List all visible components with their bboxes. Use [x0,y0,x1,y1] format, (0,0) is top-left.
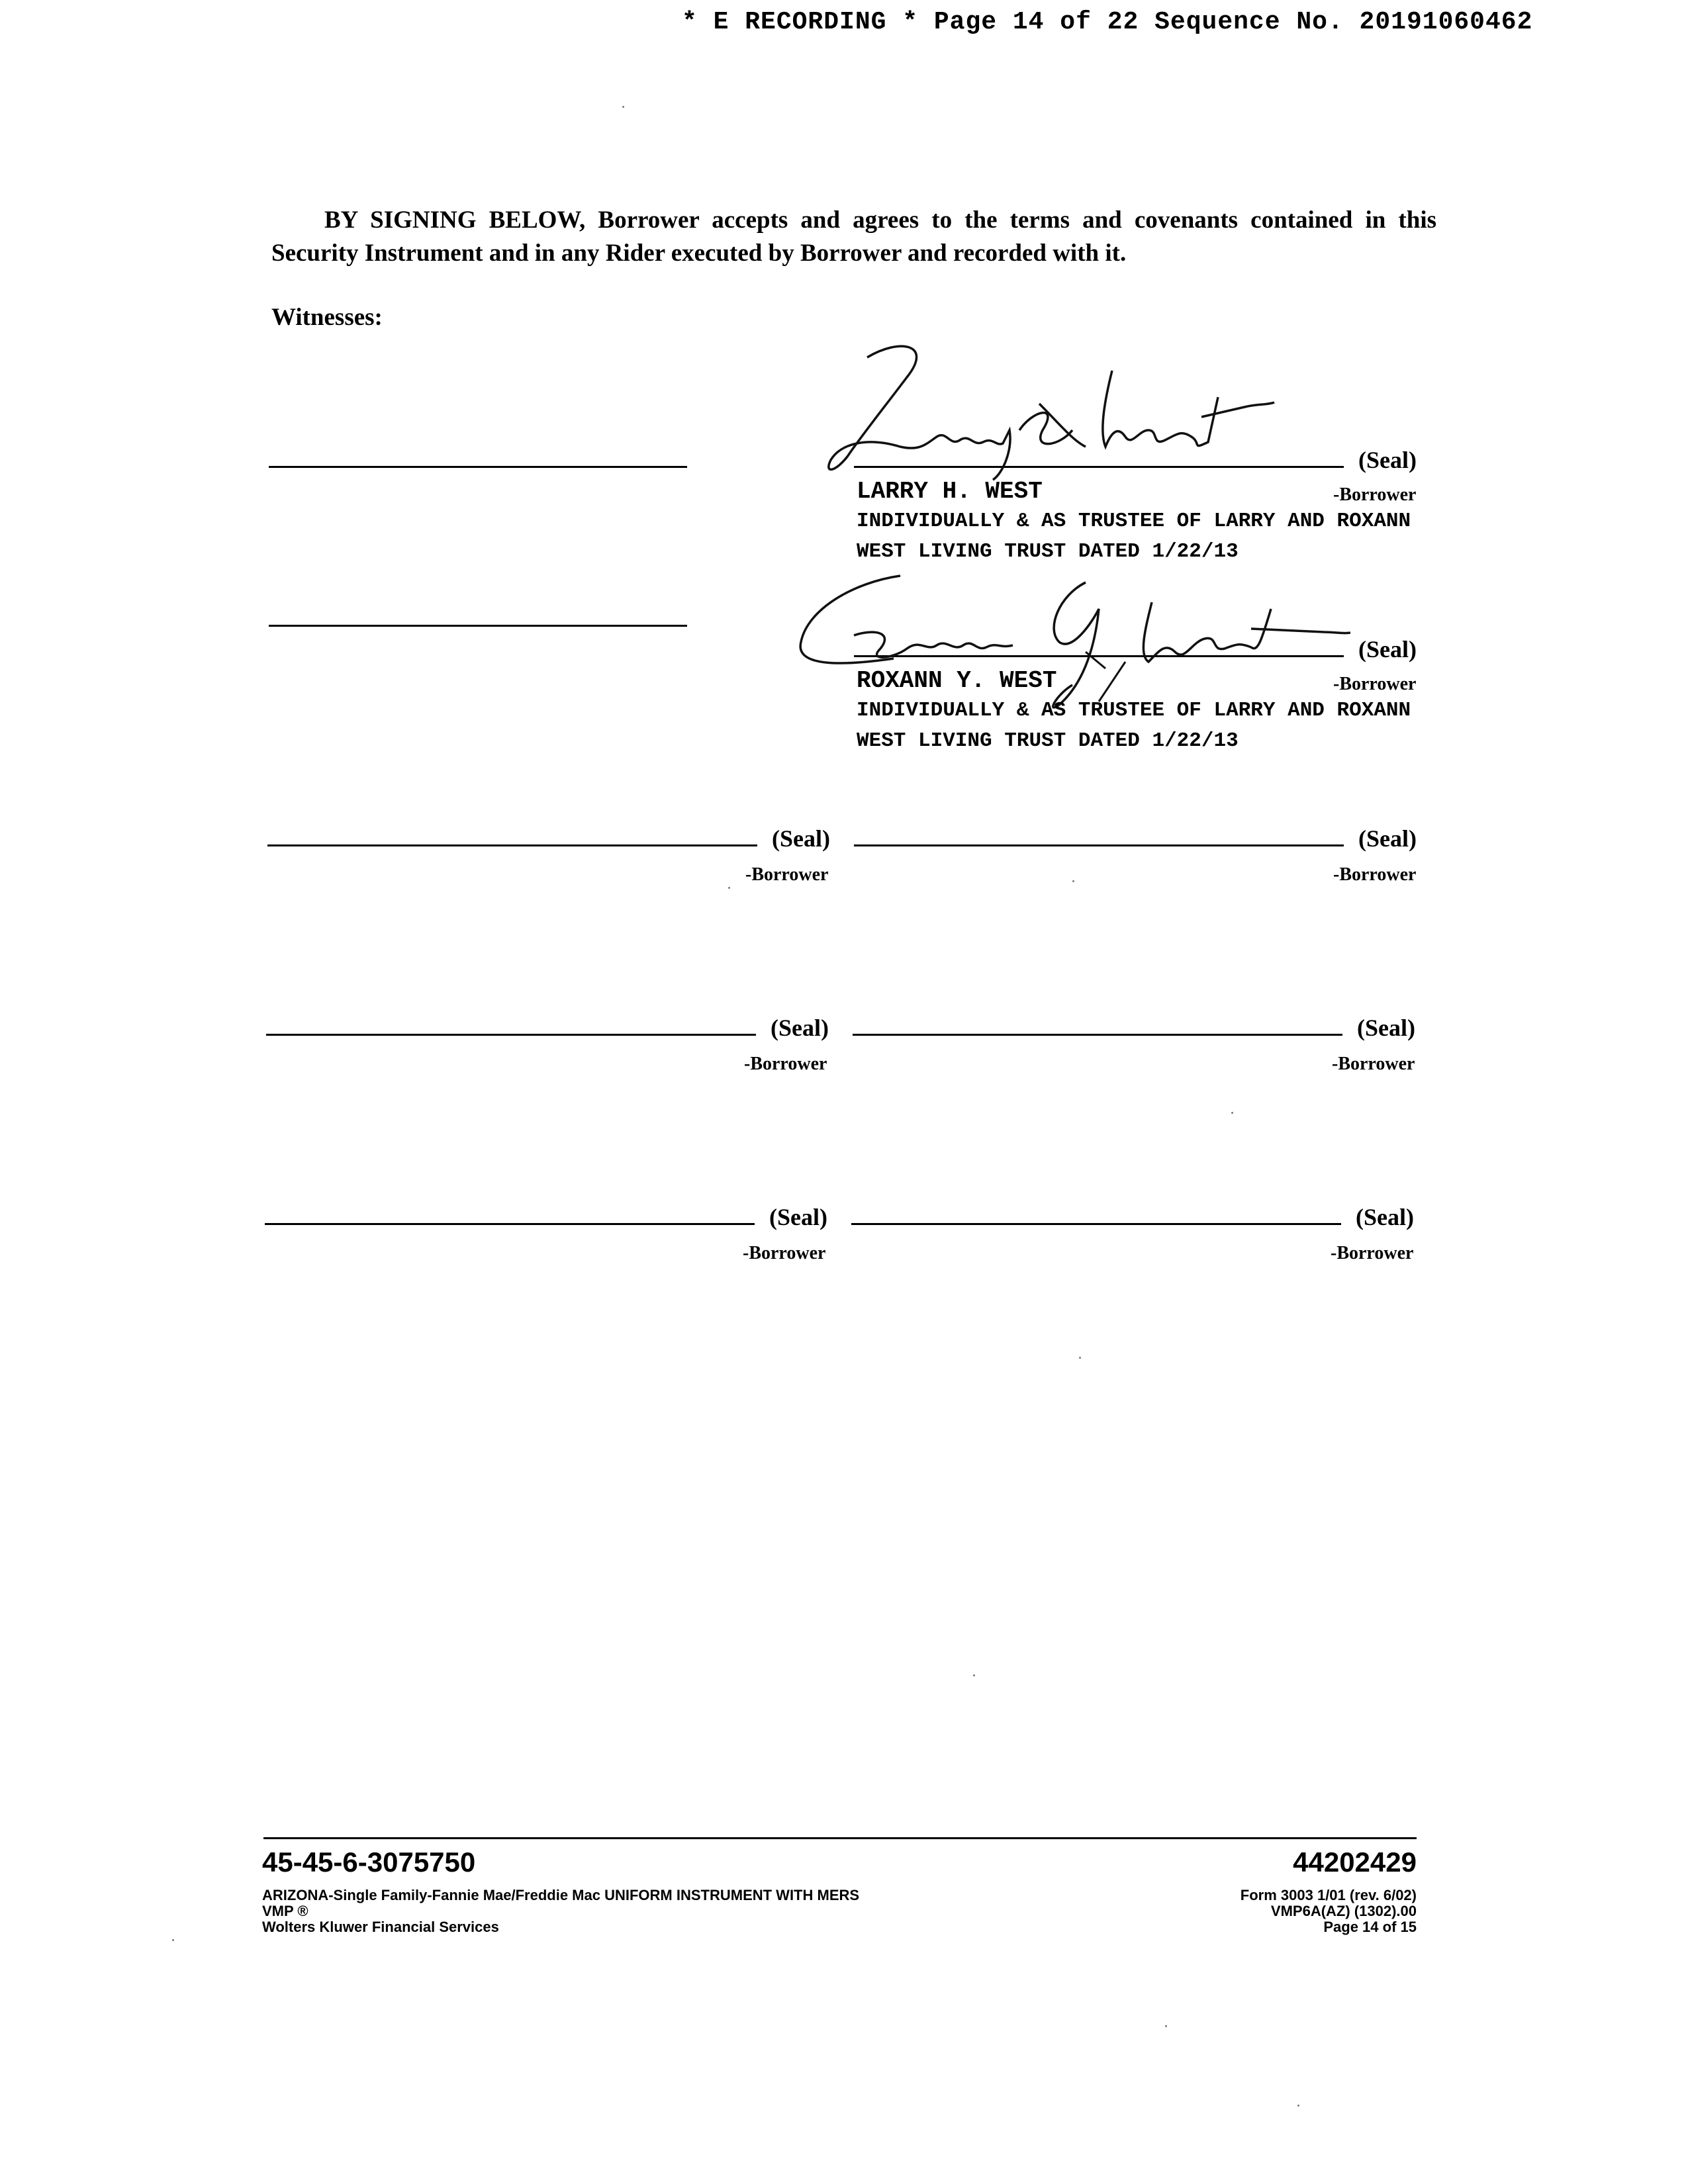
footer-left-line-2: VMP ® [262,1903,308,1919]
blank-role-5: -Borrower [743,1243,826,1263]
blank-seal-1: (Seal) [772,825,830,852]
footer-right-line-3: Page 14 of 15 [1323,1919,1417,1935]
signer-2-seal: (Seal) [1358,636,1417,662]
blank-signature-line-6 [851,1223,1341,1225]
blank-role-6: -Borrower [1331,1243,1414,1263]
scan-speck [1231,1112,1233,1114]
blank-role-1: -Borrower [745,864,829,885]
blank-role-2: -Borrower [1333,864,1417,885]
footer-right-line-2: VMP6A(AZ) (1302).00 [1270,1903,1417,1919]
signer-2-capacity-line-2: WEST LIVING TRUST DATED 1/22/13 [857,729,1239,752]
footer-left-line-3: Wolters Kluwer Financial Services [262,1919,499,1935]
signing-statement-text: Borrower accepts and agrees to the terms and covenants contained in this Security Instrument and in any Rider executed by Borrower and recorded with it. [271,206,1436,267]
signer-1-name: LARRY H. WEST [857,478,1043,505]
blank-seal-4: (Seal) [1357,1015,1415,1041]
signing-statement-lead: BY SIGNING BELOW, [324,206,586,234]
scan-speck [1165,2025,1167,2027]
signer-2-role: -Borrower [1333,674,1417,694]
scan-speck [1072,880,1074,882]
footer-right-line-1: Form 3003 1/01 (rev. 6/02) [1240,1887,1417,1903]
signer-1-capacity-line-1: INDIVIDUALLY & AS TRUSTEE OF LARRY AND ROXANN [857,510,1411,533]
scan-speck [1079,1357,1081,1359]
signer-1-seal: (Seal) [1358,447,1417,473]
loan-number: 45-45-6-3075750 [262,1846,476,1878]
signing-statement [271,204,1436,270]
signer-1-role: -Borrower [1333,484,1417,505]
witnesses-label: Witnesses: [271,304,383,331]
blank-role-3: -Borrower [744,1054,827,1074]
witness-line-2 [269,625,687,627]
recording-header: * E RECORDING * Page 14 of 22 Sequence No. 20191060462 [682,8,1533,36]
blank-seal-2: (Seal) [1358,825,1417,852]
blank-signature-line-4 [853,1034,1342,1036]
witness-line-1 [269,466,687,468]
blank-seal-5: (Seal) [769,1204,827,1230]
scan-speck [973,1674,975,1676]
blank-signature-line-1 [267,844,757,846]
signer-2-capacity-line-1: INDIVIDUALLY & AS TRUSTEE OF LARRY AND ROXANN [857,699,1411,722]
blank-signature-line-3 [266,1034,756,1036]
scan-speck [728,887,730,889]
signer-1-handwritten-signature [821,331,1278,483]
scan-speck [172,1939,174,1941]
scan-speck [1297,2105,1299,2107]
signer-2-name: ROXANN Y. WEST [857,667,1057,694]
footer-form-description [262,1888,859,1935]
scan-speck [622,106,624,108]
document-number: 44202429 [1293,1846,1417,1878]
blank-role-4: -Borrower [1332,1054,1415,1074]
blank-seal-3: (Seal) [771,1015,829,1041]
blank-seal-6: (Seal) [1356,1204,1414,1230]
footer-form-identifiers [1241,1888,1417,1935]
footer-left-line-1: ARIZONA-Single Family-Fannie Mae/Freddie Mac UNIFORM INSTRUMENT WITH MERS [262,1887,860,1903]
blank-signature-line-2 [854,844,1344,846]
signer-1-capacity-line-2: WEST LIVING TRUST DATED 1/22/13 [857,540,1239,563]
footer-rule [263,1837,1417,1839]
blank-signature-line-5 [265,1223,755,1225]
